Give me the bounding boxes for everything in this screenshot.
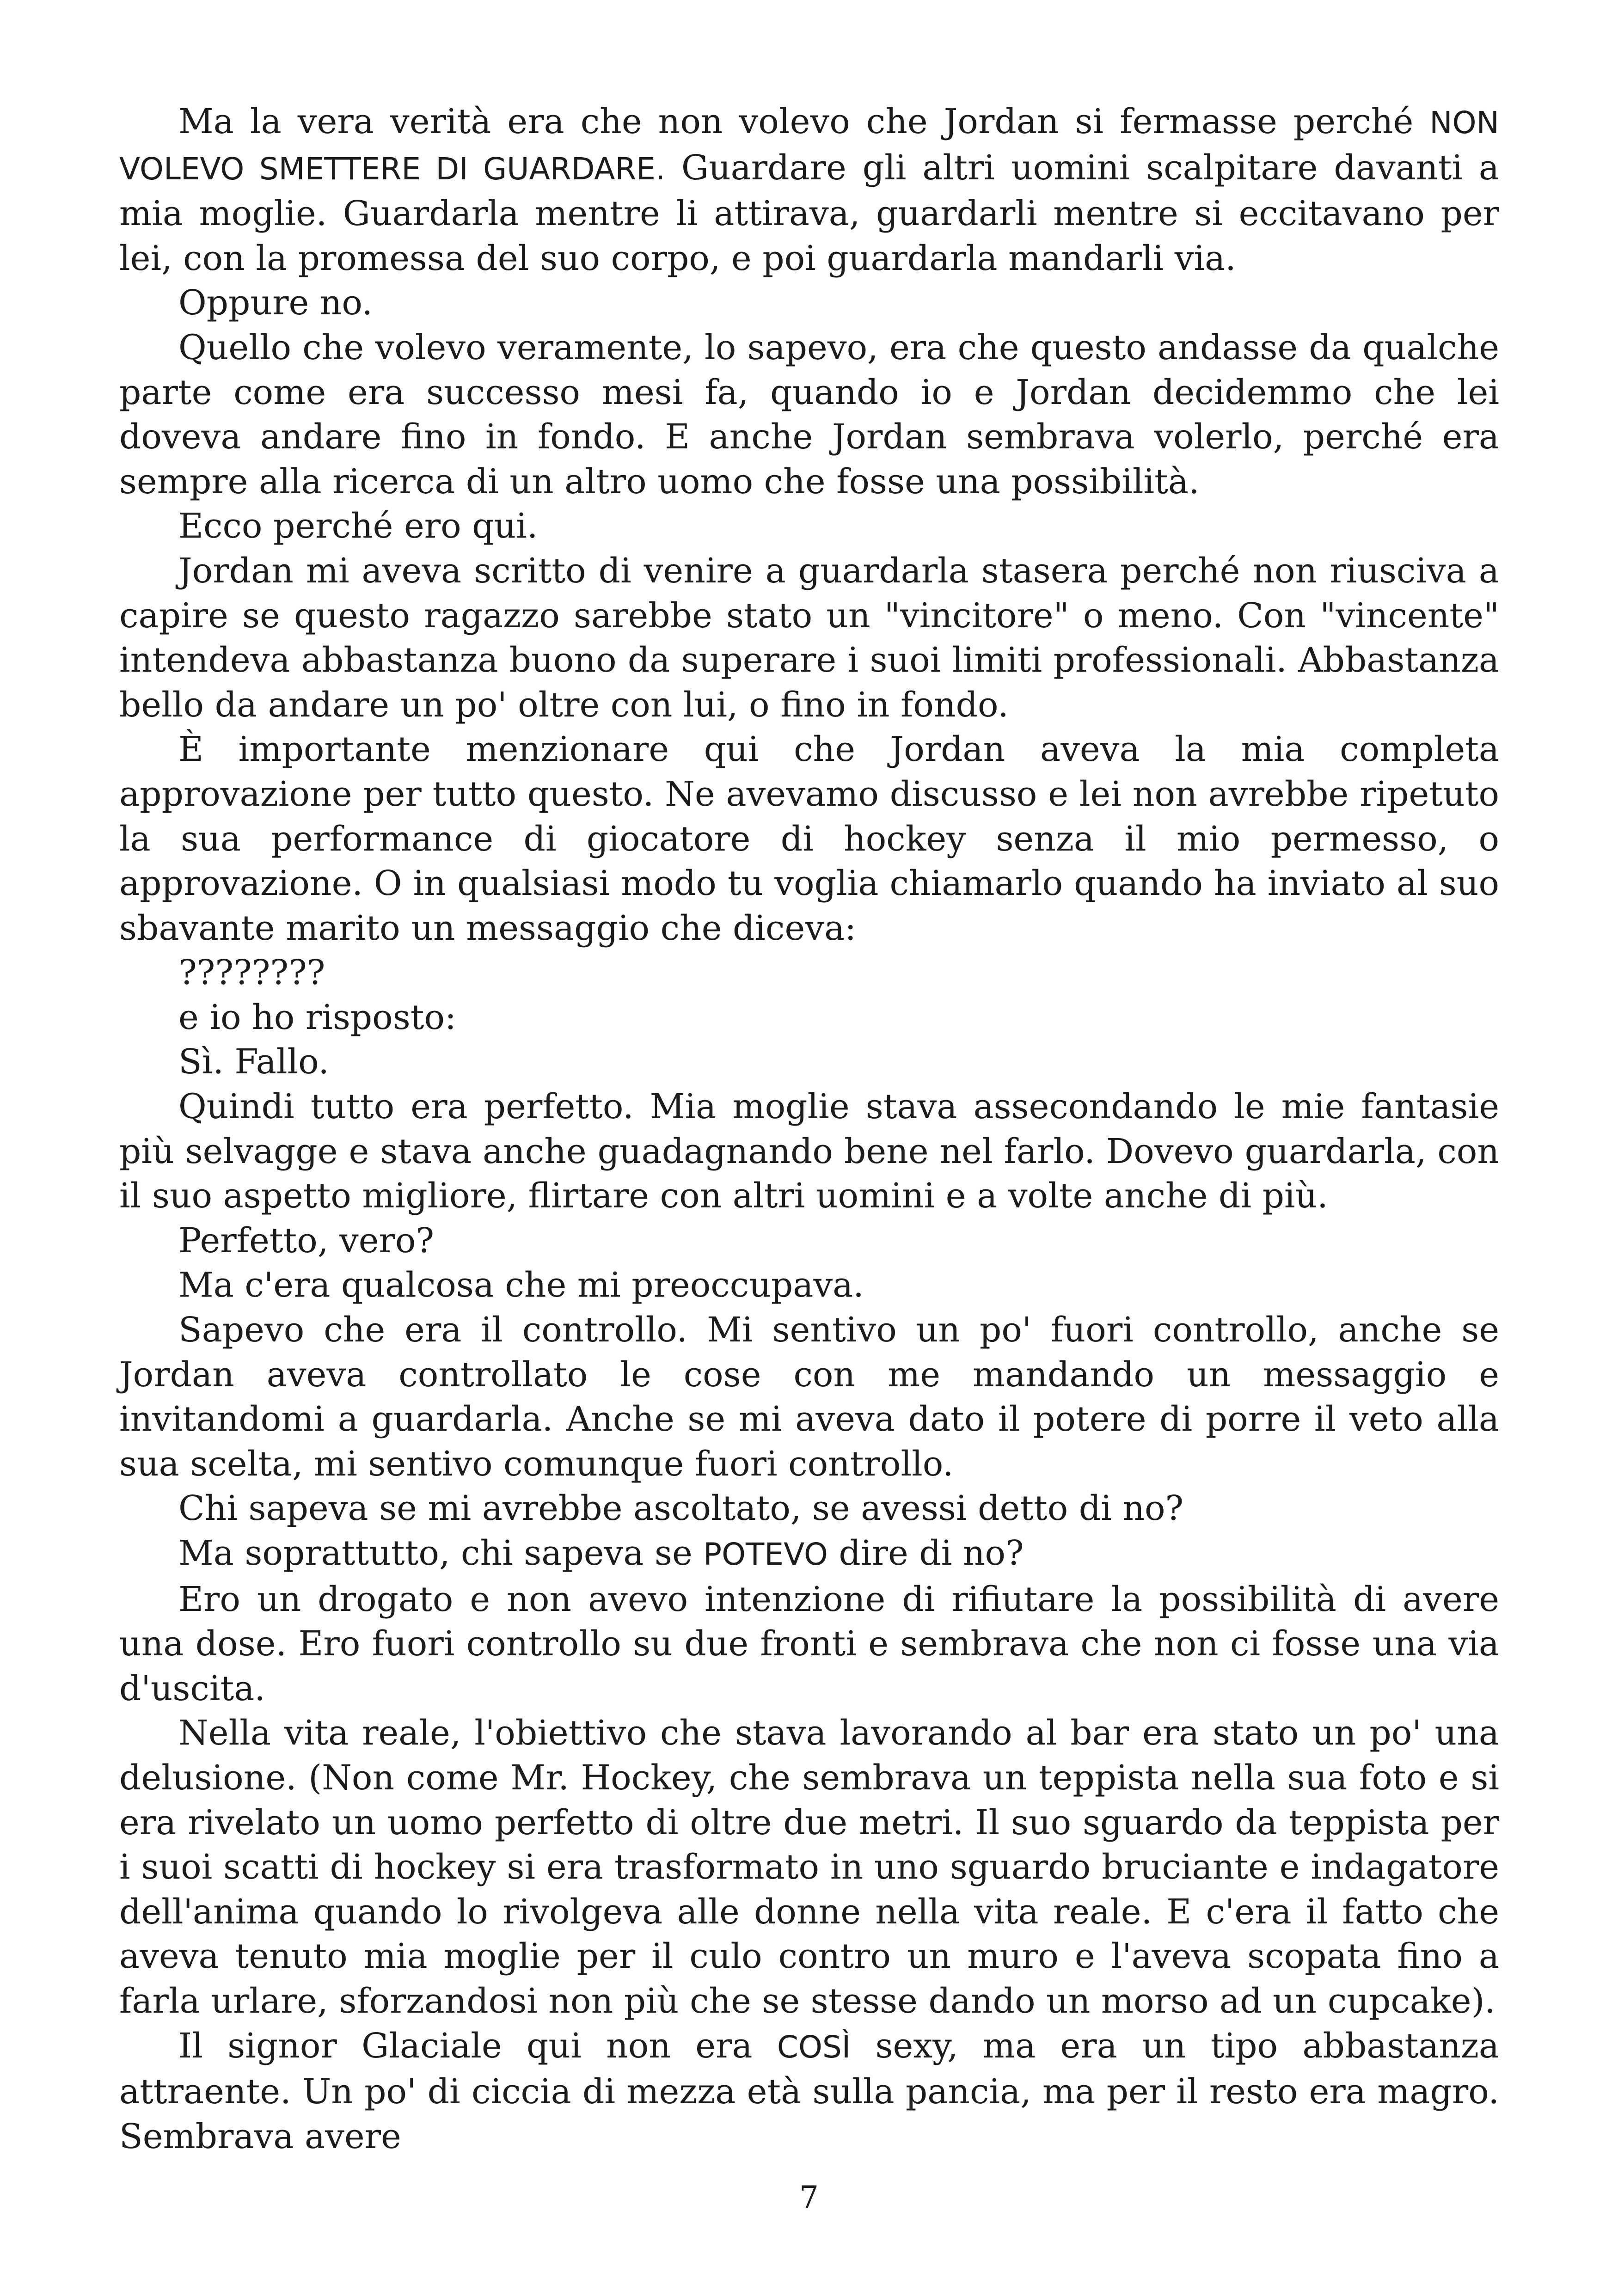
text-segment: Chi sapeva se mi avrebbe ascoltato, se avessi detto di no? bbox=[178, 1488, 1184, 1529]
paragraph bbox=[119, 1263, 1499, 1308]
paragraph bbox=[119, 504, 1499, 549]
text-segment: Sì. Fallo. bbox=[178, 1042, 329, 1082]
text-segment: Ma soprattutto, chi sapeva se bbox=[178, 1533, 704, 1573]
text-segment: ???????? bbox=[178, 953, 325, 993]
text-segment: dire di no? bbox=[828, 1533, 1024, 1573]
text-segment: Nella vita reale, l'obiettivo che stava lavorando al bar era stato un po' una delusione. (Non come Mr. Hockey, che sembrava un teppista nella sua foto e si era rivelato un uomo perfetto di oltre due metri. Il suo sguardo da teppista per i suoi scatti di hockey si era trasformato in uno sguardo bruciante e indagatore dell'anima quando lo rivolgeva alle donne nella vita reale. E c'era il fatto che aveva tenuto mia moglie per il culo contro un muro e l'aveva scopata fino a farla urlare, sforzandosi non più che se stesse dando un morso ad un cupcake). bbox=[119, 1713, 1499, 2021]
text-segment: Jordan mi aveva scritto di venire a guardarla stasera perché non riusciva a capire se questo ragazzo sarebbe stato un "vincitore" o meno. Con "vincente" intendeva abbastanza buono da superare i suoi limiti professionali. Abbastanza bello da andare un po' oltre con lui, o fino in fondo. bbox=[119, 551, 1499, 725]
text-segment: Sapevo che era il controllo. Mi sentivo un po' fuori controllo, anche se Jordan aveva controllato le cose con me mandando un messaggio e invitandomi a guardarla. Anche se mi aveva dato il potere di porre il veto alla sua scelta, mi sentivo comunque fuori controllo. bbox=[119, 1310, 1499, 1484]
text-segment: Il signor Glaciale qui non era bbox=[178, 2026, 777, 2066]
paragraph bbox=[119, 727, 1499, 950]
text-segment: Ecco perché ero qui. bbox=[178, 506, 538, 546]
text-segment: Ma la vera verità era che non volevo che Jordan si fermasse perché bbox=[178, 102, 1430, 141]
paragraph bbox=[119, 950, 1499, 995]
text-segment: È importante menzionare qui che Jordan aveva la mia completa approvazione per tutto questo. Ne avevamo discusso e lei non avrebbe ripetuto la sua performance di giocatore di hockey senza il mio permesso, o approvazione. O in qualsiasi modo tu voglia chiamarlo quando ha inviato al suo sbavante marito un messaggio che diceva: bbox=[119, 729, 1499, 948]
text-segment: e io ho risposto: bbox=[178, 997, 456, 1037]
text-segment: Oppure no. bbox=[178, 283, 373, 323]
emphasis-text: POTEVO bbox=[703, 1537, 828, 1572]
paragraph bbox=[119, 1486, 1499, 1531]
text-segment: Quello che volevo veramente, lo sapevo, era che questo andasse da qualche parte come era successo mesi fa, quando io e Jordan decidemmo che lei doveva andare fino in fondo. E anche Jordan sembrava volerlo, perché era sempre alla ricerca di un altro uomo che fosse una possibilità. bbox=[119, 327, 1499, 502]
paragraph bbox=[119, 1531, 1499, 1577]
page-number: 7 bbox=[799, 2180, 819, 2215]
paragraph bbox=[119, 549, 1499, 727]
paragraph bbox=[119, 1218, 1499, 1263]
emphasis-text: NON VOLEVO SMETTERE DI GUARDARE. bbox=[119, 105, 1499, 187]
text-segment: Ero un drogato e non avevo intenzione di rifiutare la possibilità di avere una dose. Ero fuori controllo su due fronti e sembrava che non ci fosse una via d'uscita. bbox=[119, 1579, 1499, 1708]
paragraph bbox=[119, 1040, 1499, 1084]
paragraph bbox=[119, 1308, 1499, 1486]
emphasis-text: COSÌ bbox=[777, 2029, 851, 2065]
paragraph bbox=[119, 2024, 1499, 2159]
paragraph bbox=[119, 995, 1499, 1040]
paragraph bbox=[119, 1084, 1499, 1218]
body-text bbox=[119, 99, 1499, 2159]
text-segment: Quindi tutto era perfetto. Mia moglie stava assecondando le mie fantasie più selvagge e stava anche guadagnando bene nel farlo. Dovevo guardarla, con il suo aspetto migliore, flirtare con altri uomini e a volte anche di più. bbox=[119, 1087, 1499, 1216]
paragraph bbox=[119, 99, 1499, 281]
text-segment: Ma c'era qualcosa che mi preoccupava. bbox=[178, 1265, 864, 1305]
paragraph bbox=[119, 281, 1499, 325]
text-segment: Guardare gli altri uomini scalpitare davanti a mia moglie. Guardarla mentre li attirava, guardarli mentre si eccitavano per lei, con la promessa del suo corpo, e poi guardarla mandarli via. bbox=[119, 147, 1500, 278]
paragraph bbox=[119, 325, 1499, 504]
paragraph bbox=[119, 1711, 1499, 2023]
paragraph bbox=[119, 1577, 1499, 1711]
text-segment: Perfetto, vero? bbox=[178, 1220, 435, 1261]
text-segment: sexy, ma era un tipo abbastanza attraente. Un po' di ciccia di mezza età sulla pancia, ma per il resto era magro. Sembrava avere bbox=[119, 2026, 1499, 2156]
